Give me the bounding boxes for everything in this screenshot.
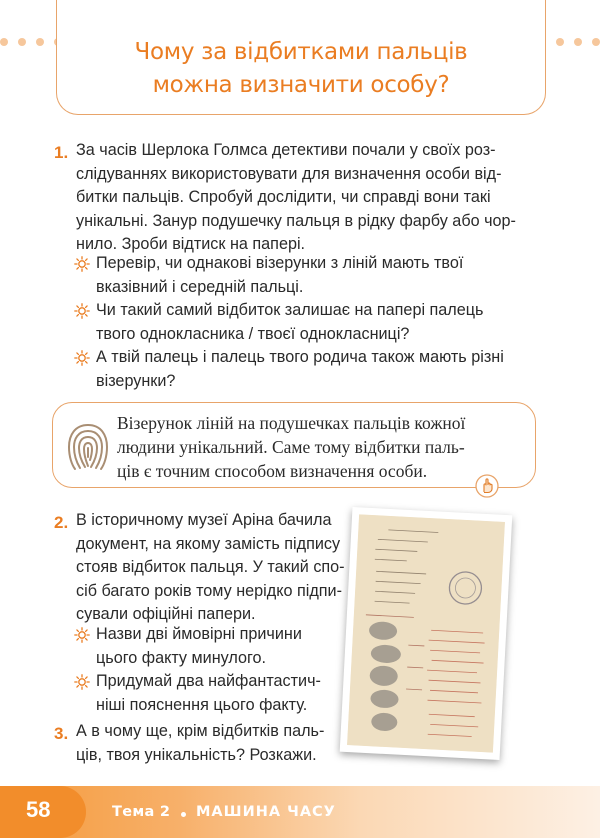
historical-document-photo bbox=[340, 507, 513, 760]
task-2-text bbox=[76, 509, 345, 627]
task-2-line: В історичному музеї Аріна бачила bbox=[76, 511, 332, 529]
task-1-line: слідуваннях використовувати для визначення особи від- bbox=[76, 164, 502, 183]
footer-separator-dot bbox=[181, 812, 186, 817]
task-2-bullet-1 bbox=[96, 623, 302, 670]
bullet-line: Чи такий самий відбиток залишає на папері палець bbox=[96, 301, 484, 319]
bullet-line: цього факту минулого. bbox=[96, 648, 267, 667]
info-text bbox=[117, 411, 527, 483]
task-2-line: документ, на якому замість підпису bbox=[76, 534, 341, 553]
task-2-line: сіб багато років тому нерідко підпи- bbox=[76, 581, 342, 600]
info-box bbox=[52, 402, 536, 488]
task-1-number: 1. bbox=[54, 143, 69, 162]
task-1-text bbox=[76, 139, 516, 257]
task-1-bullet-2 bbox=[96, 299, 483, 346]
info-line: Візерунок ліній на подушечках пальців кожної bbox=[117, 413, 466, 433]
task-1-line: битки пальців. Спробуй дослідити, чи справді вони такі bbox=[76, 188, 491, 206]
bullet-line: твого однокласника / твоєї однокласниці? bbox=[96, 324, 410, 343]
document-image bbox=[347, 514, 505, 752]
task-1-bullet-3 bbox=[96, 346, 504, 393]
footer-topic: Тема 2 bbox=[112, 804, 171, 820]
info-line: ців є точним способом визначення особи. bbox=[117, 461, 428, 481]
bullet-line: Перевір, чи однакові візерунки з ліній мають твої bbox=[96, 254, 464, 272]
task-3-text bbox=[76, 720, 324, 767]
task-2-number: 2. bbox=[54, 513, 69, 532]
task-3-number: 3. bbox=[54, 724, 69, 743]
title-line-1: Чому за відбитками пальців bbox=[134, 39, 468, 65]
fingerprint-icon bbox=[63, 417, 113, 475]
sun-bullet-icon bbox=[74, 256, 90, 272]
info-line: людини унікальний. Саме тому відбитки паль- bbox=[117, 437, 465, 457]
task-3-line: А в чому ще, крім відбитків паль- bbox=[76, 722, 325, 740]
sun-bullet-icon bbox=[74, 350, 90, 366]
task-1-bullet-1 bbox=[96, 252, 463, 299]
sun-bullet-icon bbox=[74, 674, 90, 690]
bullet-line: вказівний і середній пальці. bbox=[96, 277, 304, 296]
bullet-line: Придумай два найфантастич- bbox=[96, 672, 321, 690]
task-1-line: унікальні. Занур подушечку пальця в рідку фарбу або чор- bbox=[76, 211, 516, 230]
task-1-line: нило. Зроби відтиск на папері. bbox=[76, 235, 306, 253]
page-title bbox=[57, 36, 545, 102]
footer-chapter-title: МАШИНА ЧАСУ bbox=[196, 804, 336, 820]
page-number: 58 bbox=[26, 797, 51, 822]
title-box bbox=[56, 0, 546, 115]
sun-bullet-icon bbox=[74, 303, 90, 319]
task-2-bullet-2 bbox=[96, 670, 321, 717]
sun-bullet-icon bbox=[74, 627, 90, 643]
task-2-line: сували офіційні папери. bbox=[76, 605, 256, 623]
bullet-line: А твій палець і палець твого родича також мають різні bbox=[96, 348, 504, 366]
bullet-line: візерунки? bbox=[96, 371, 176, 390]
task-2-line: стояв відбиток пальця. У такий спо- bbox=[76, 558, 345, 576]
task-3-line: ців, твоя унікальність? Розкажи. bbox=[76, 745, 317, 764]
pointing-hand-icon bbox=[474, 474, 500, 498]
title-line-2: можна визначити особу? bbox=[152, 72, 450, 98]
task-1-line: За часів Шерлока Голмса детективи почали у своїх роз- bbox=[76, 141, 496, 159]
bullet-line: Назви дві ймовірні причини bbox=[96, 625, 302, 643]
bullet-line: ніші пояснення цього факту. bbox=[96, 695, 308, 714]
